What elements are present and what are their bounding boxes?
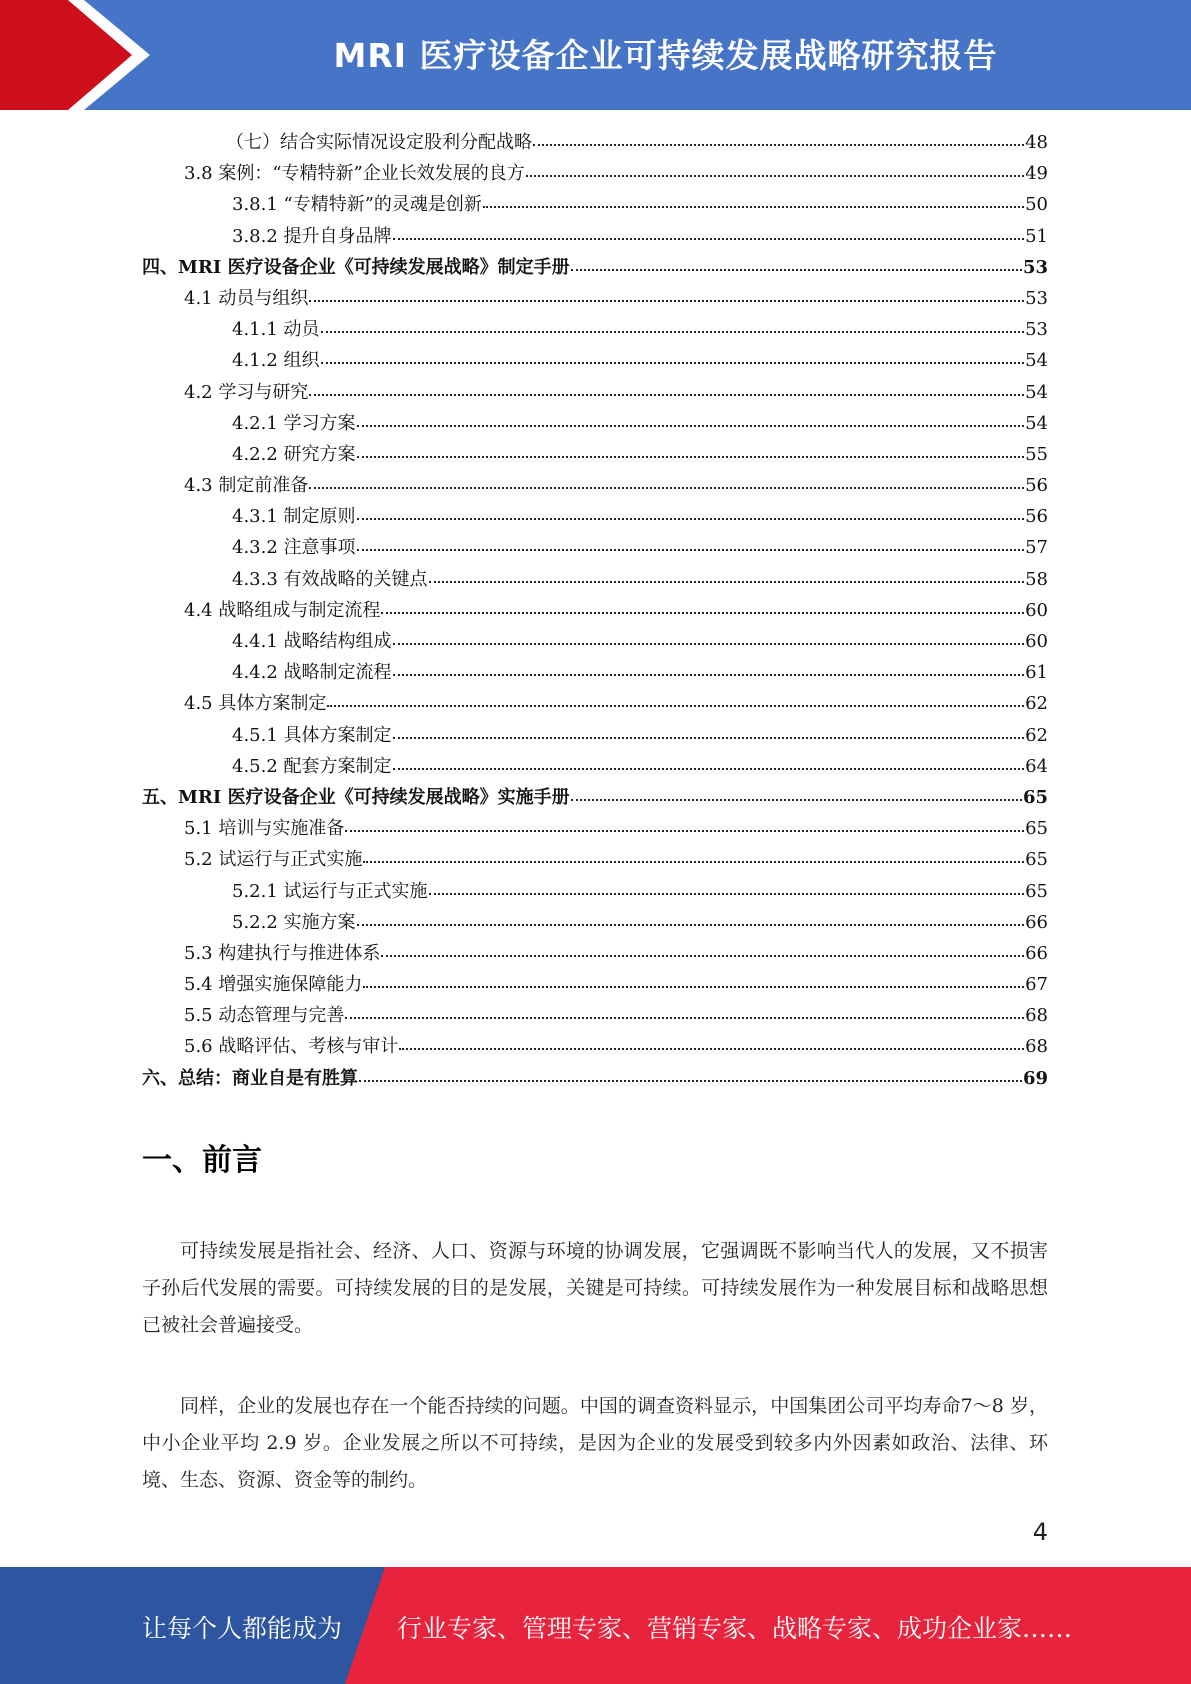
toc-entry-page: 54 — [1025, 381, 1048, 403]
toc-entry[interactable] — [142, 439, 1048, 470]
toc-entry-page: 67 — [1025, 974, 1048, 996]
toc-entry-label: 4.3.2 注意事项 — [232, 537, 356, 559]
toc-entry[interactable] — [142, 564, 1048, 595]
toc-dot-leader — [533, 140, 1024, 146]
toc-entry-page: 58 — [1025, 568, 1048, 590]
toc-entry[interactable] — [142, 1031, 1048, 1062]
toc-entry-page: 65 — [1022, 786, 1048, 808]
toc-entry-label: 4.5.1 具体方案制定 — [232, 724, 392, 746]
toc-dot-leader — [309, 296, 1024, 302]
toc-entry-page: 66 — [1025, 942, 1048, 964]
toc-entry-label: 5.6 战略评估、考核与审计 — [184, 1036, 399, 1058]
toc-entry[interactable] — [142, 813, 1048, 844]
toc-entry-label: 4.3 制定前准备 — [184, 475, 309, 497]
toc-dot-leader — [429, 889, 1025, 895]
toc-entry[interactable] — [142, 408, 1048, 439]
toc-dot-leader — [345, 826, 1024, 832]
toc-entry-label: 4.1.1 动员 — [232, 319, 320, 341]
toc-entry-label: 4.5 具体方案制定 — [184, 693, 327, 715]
toc-entry-label: 五、MRI 医疗设备企业《可持续发展战略》实施手册 — [142, 786, 570, 808]
toc-entry-label: 3.8 案例：“专精特新”企业长效发展的良方 — [184, 163, 525, 185]
toc-entry[interactable] — [142, 377, 1048, 408]
toc-entry[interactable] — [142, 283, 1048, 314]
toc-entry[interactable] — [142, 938, 1048, 969]
toc-entry[interactable] — [142, 626, 1048, 657]
toc-entry-page: 65 — [1025, 818, 1048, 840]
toc-entry-label: 4.3.3 有效战略的关键点 — [232, 568, 428, 590]
toc-entry-page: 56 — [1025, 475, 1048, 497]
section-title: 一、前言 — [142, 1143, 262, 1178]
toc-entry[interactable] — [142, 907, 1048, 938]
toc-entry-label: 4.1.2 组织 — [232, 350, 320, 372]
toc-entry[interactable] — [142, 751, 1048, 782]
toc-entry-page: 65 — [1025, 880, 1048, 902]
toc-dot-leader — [393, 764, 1025, 770]
toc-entry-label: 4.2.2 研究方案 — [232, 443, 356, 465]
toc-dot-leader — [399, 1044, 1024, 1050]
toc-entry[interactable] — [142, 657, 1048, 688]
toc-entry-label: 5.1 培训与实施准备 — [184, 818, 345, 840]
footer-slogan-right: 行业专家、管理专家、营销专家、战略专家、成功企业家…… — [397, 1614, 1073, 1643]
toc-entry-label: 5.5 动态管理与完善 — [184, 1005, 345, 1027]
toc-entry-page: 66 — [1025, 911, 1048, 933]
toc-dot-leader — [363, 857, 1024, 863]
toc-entry-page: 56 — [1025, 506, 1048, 528]
toc-entry-label: 5.2.1 试运行与正式实施 — [232, 880, 428, 902]
toc-entry-page: 57 — [1025, 537, 1048, 559]
toc-entry-page: 50 — [1025, 194, 1048, 216]
toc-entry[interactable] — [142, 720, 1048, 751]
toc-dot-leader — [393, 733, 1025, 739]
toc-dot-leader — [359, 1076, 1022, 1082]
toc-dot-leader — [393, 639, 1025, 645]
toc-entry-label: （七）结合实际情况设定股利分配战略 — [226, 132, 532, 153]
toc-entry-label: 5.3 构建执行与推进体系 — [184, 942, 381, 964]
toc-dot-leader — [357, 514, 1025, 520]
toc-dot-leader — [321, 358, 1025, 364]
toc-dot-leader — [393, 234, 1025, 240]
paragraph: 可持续发展是指社会、经济、人口、资源与环境的协调发展，它强调既不影响当代人的发展，又不损害子孙后代发展的需要。可持续发展的目的是发展，关键是可持续。可持续发展作为一种发展目标和战略思想已被社会普遍接受。 — [142, 1240, 1048, 1336]
toc-entry-label: 4.5.2 配套方案制定 — [232, 755, 392, 777]
toc-dot-leader — [571, 265, 1022, 271]
toc-entry[interactable] — [142, 1063, 1048, 1094]
toc-entry[interactable] — [142, 345, 1048, 376]
toc-entry-page: 54 — [1025, 350, 1048, 372]
toc-entry[interactable] — [142, 969, 1048, 1000]
toc-entry-page: 48 — [1025, 132, 1048, 153]
toc-entry-page: 49 — [1025, 163, 1048, 185]
toc-dot-leader — [309, 390, 1024, 396]
toc-entry[interactable] — [142, 844, 1048, 875]
toc-entry[interactable] — [142, 221, 1048, 252]
toc-dot-leader — [357, 545, 1025, 551]
toc-entry[interactable] — [142, 595, 1048, 626]
toc-entry-page: 53 — [1025, 319, 1048, 341]
toc-entry-page: 60 — [1025, 599, 1048, 621]
header-arrow-decoration — [0, 0, 170, 110]
toc-entry[interactable] — [142, 688, 1048, 719]
toc-entry-label: 5.4 增强实施保障能力 — [184, 974, 363, 996]
toc-dot-leader — [393, 670, 1025, 676]
footer-slogan-left: 让每个人都能成为 — [142, 1614, 343, 1643]
toc-entry-label: 4.1 动员与组织 — [184, 287, 309, 309]
toc-entry-page: 54 — [1025, 412, 1048, 434]
toc-dot-leader — [381, 608, 1024, 614]
toc-entry-page: 68 — [1025, 1005, 1048, 1027]
toc-entry-page: 65 — [1025, 849, 1048, 871]
toc-entry-label: 四、MRI 医疗设备企业《可持续发展战略》制定手册 — [142, 256, 570, 278]
toc-entry-page: 51 — [1025, 225, 1048, 247]
toc-entry[interactable] — [142, 189, 1048, 220]
toc-entry-page: 60 — [1025, 631, 1048, 652]
toc-dot-leader — [309, 483, 1024, 489]
toc-entry-label: 六、总结：商业自是有胜算 — [142, 1067, 358, 1089]
toc-entry-page: 55 — [1025, 443, 1048, 465]
toc-entry-label: 3.8.2 提升自身品牌 — [232, 225, 392, 247]
toc-entry[interactable] — [142, 314, 1048, 345]
toc-entry-page: 53 — [1025, 287, 1048, 309]
toc-entry[interactable] — [142, 876, 1048, 907]
toc-entry-page: 62 — [1025, 693, 1048, 715]
toc-dot-leader — [321, 327, 1025, 333]
toc-entry-label: 3.8.1 “专精特新”的灵魂是创新 — [232, 194, 482, 216]
toc-dot-leader — [327, 701, 1024, 707]
toc-entry-page: 64 — [1025, 755, 1048, 777]
toc-dot-leader — [357, 920, 1025, 926]
toc-dot-leader — [363, 982, 1024, 988]
toc-entry[interactable] — [142, 470, 1048, 501]
toc-entry-label: 4.3.1 制定原则 — [232, 506, 356, 528]
toc-entry[interactable] — [142, 1000, 1048, 1031]
page-number: 4 — [1032, 1518, 1048, 1546]
toc-dot-leader — [483, 202, 1024, 208]
toc-entry[interactable] — [142, 782, 1048, 813]
toc-entry[interactable] — [142, 501, 1048, 532]
page-footer — [0, 1567, 1191, 1684]
toc-entry-label: 4.2 学习与研究 — [184, 381, 309, 403]
toc-dot-leader — [571, 795, 1022, 801]
toc-entry-page: 69 — [1022, 1067, 1048, 1089]
toc-entry-page: 62 — [1025, 724, 1048, 746]
toc-dot-leader — [429, 577, 1025, 583]
toc-entry-label: 4.2.1 学习方案 — [232, 412, 356, 434]
toc-entry-page: 61 — [1025, 662, 1048, 684]
toc-dot-leader — [526, 171, 1024, 177]
toc-entry[interactable] — [142, 532, 1048, 563]
toc-entry[interactable] — [142, 127, 1048, 158]
toc-dot-leader — [357, 452, 1025, 458]
toc-entry-label: 5.2 试运行与正式实施 — [184, 849, 363, 871]
toc-entry-label: 5.2.2 实施方案 — [232, 911, 356, 933]
header-title: MRI 医疗设备企业可持续发展战略研究报告 — [333, 36, 998, 75]
paragraph: 同样，企业的发展也存在一个能否持续的问题。中国的调查资料显示，中国集团公司平均寿命7～8 岁，中小企业平均 2.9 岁。企业发展之所以不可持续，是因为企业的发展受到较多内外因素如政治、法律、环境、生态、资源、资金等的制约。 — [142, 1395, 1048, 1491]
toc-entry-page: 68 — [1025, 1036, 1048, 1058]
toc-dot-leader — [357, 421, 1025, 427]
toc-entry-label: 4.4 战略组成与制定流程 — [184, 599, 381, 621]
toc-entry[interactable] — [142, 252, 1048, 283]
toc-dot-leader — [381, 951, 1024, 957]
toc-entry-page: 53 — [1022, 256, 1048, 278]
toc-entry-label: 4.4.1 战略结构组成 — [232, 631, 392, 652]
toc-entry[interactable] — [142, 158, 1048, 189]
table-of-contents — [142, 127, 1048, 1094]
page-header — [0, 0, 1191, 110]
toc-entry-label: 4.4.2 战略制定流程 — [232, 662, 392, 684]
toc-dot-leader — [345, 1013, 1024, 1019]
